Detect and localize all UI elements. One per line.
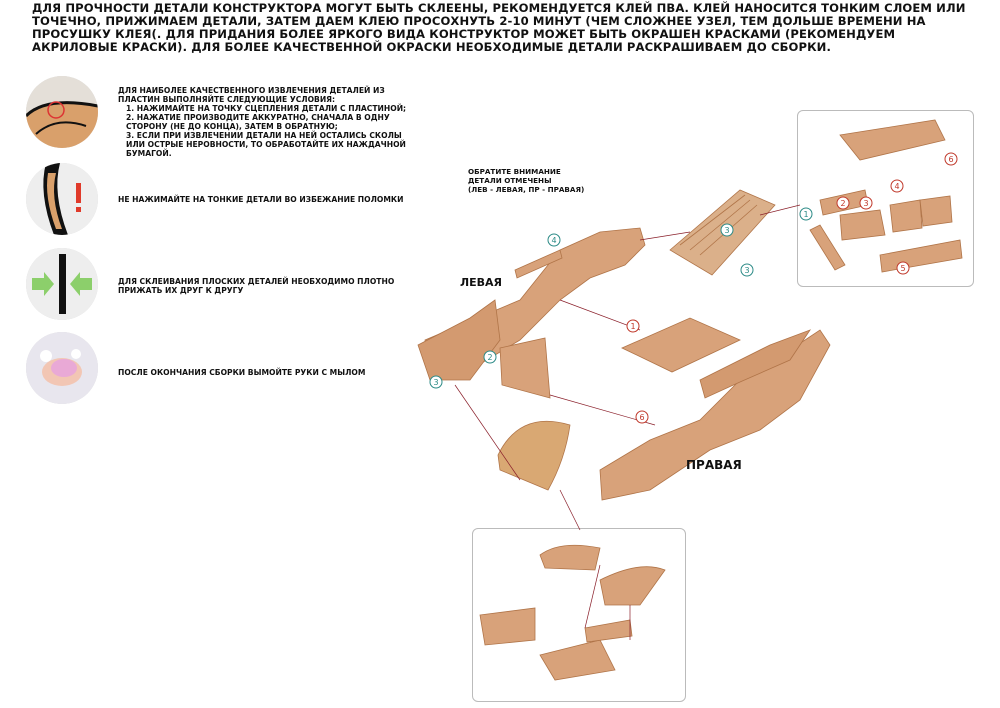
callout-3b	[741, 264, 753, 276]
svg-text:3: 3	[724, 226, 730, 235]
svg-text:4: 4	[551, 236, 557, 245]
callout-3	[721, 224, 733, 236]
svg-text:4: 4	[894, 182, 900, 191]
svg-text:3: 3	[433, 378, 439, 387]
tip-detach-intro: ДЛЯ НАИБОЛЕЕ КАЧЕСТВЕННОГО ИЗВЛЕЧЕНИЯ ДЕТАЛЕЙ ИЗ ПЛАСТИН ВЫПОЛНЯЙТЕ СЛЕДУЮЩИЕ УСЛОВИЯ:	[118, 86, 385, 104]
tip-thin-parts-text: НЕ НАЖИМАЙТЕ НА ТОНКИЕ ДЕТАЛИ ВО ИЗБЕЖАНИЕ ПОЛОМКИ	[118, 195, 404, 204]
svg-text:6: 6	[948, 155, 954, 164]
svg-text:3: 3	[744, 266, 750, 275]
left-door-panel	[500, 338, 550, 398]
callout-5	[897, 262, 909, 274]
right-side-panel	[600, 330, 830, 500]
instruction-header: ДЛЯ ПРОЧНОСТИ ДЕТАЛИ КОНСТРУКТОРА МОГУТ БЫТЬ СКЛЕЕНЫ, РЕКОМЕНДУЕТСЯ КЛЕЙ ПВА. КЛЕЙ НАНОСИТСЯ ТОНКИМ СЛОЕМ ИЛИ ТОЧЕЧНО, ПРИЖИМАЕМ ДЕТАЛИ, ЗАТЕМ ДАЕМ КЛЕЮ ПРОСОХНУТЬ 2-10 МИНУТ (ЧЕМ СЛОЖНЕЕ УЗЕЛ, ТЕМ ДОЛЬШЕ ВРЕМЕНИ НА ПРОСУШКУ КЛЕЯ(. ДЛЯ ПРИДАНИЯ БОЛЕЕ ЯРКОГО ВИДА КОНСТРУКТОР МОЖЕТ БЫТЬ ОКРАШЕН КРАСКАМИ (РЕКОМЕНДУЕМ АКРИЛОВЫЕ КРАСКИ). ДЛЯ БОЛЕЕ КАЧЕСТВЕННОЙ ОКРАСКИ НЕОБХОДИМЫЕ ДЕТАЛИ РАСКРАШИВАЕМ ДО СБОРКИ.	[32, 1, 966, 54]
notice-line-2: ДЕТАЛИ ОТМЕЧЕНЫ	[468, 176, 552, 185]
tip-detach-step-3: 3. ЕСЛИ ПРИ ИЗВЛЕЧЕНИИ ДЕТАЛИ НА НЕЙ ОСТАЛИСЬ СКОЛЫ ИЛИ ОСТРЫЕ НЕРОВНОСТИ, ТО ОБРАБОТАЙТЕ ИХ НАЖДАЧНОЙ БУМАГОЙ.	[126, 131, 406, 158]
svg-text:3: 3	[863, 199, 869, 208]
svg-text:6: 6	[639, 413, 645, 422]
left-small-panel	[418, 300, 500, 380]
callout-1b	[627, 320, 639, 332]
hood-panel	[498, 421, 570, 490]
callout-2b	[837, 197, 849, 209]
callout-6	[636, 411, 648, 423]
callout-2	[484, 351, 496, 363]
svg-text:1: 1	[630, 322, 636, 331]
callout-1	[800, 208, 812, 220]
callout-6b	[945, 153, 957, 165]
floor-plate	[622, 318, 740, 372]
label-right: ПРАВАЯ	[686, 458, 742, 472]
tip-detach-step-2: 2. НАЖАТИЕ ПРОИЗВОДИТЕ АККУРАТНО, СНАЧАЛА В ОДНУ СТОРОНУ (НЕ ДО КОНЦА), ЗАТЕМ В ОБРАТНУЮ;	[126, 113, 390, 131]
tip-wash-text: ПОСЛЕ ОКОНЧАНИЯ СБОРКИ ВЫМОЙТЕ РУКИ С МЫЛОМ	[118, 368, 366, 377]
notice-line-3: (ЛЕВ - ЛЕВАЯ, ПР - ПРАВАЯ)	[468, 185, 585, 194]
svg-text:5: 5	[900, 264, 906, 273]
callout-4b	[891, 180, 903, 192]
notice-line-1: ОБРАТИТЕ ВНИМАНИЕ	[468, 167, 561, 176]
svg-text:2: 2	[840, 199, 846, 208]
tip-detach-step-1: 1. НАЖИМАЙТЕ НА ТОЧКУ СЦЕПЛЕНИЯ ДЕТАЛИ С ПЛАСТИНОЙ;	[126, 104, 407, 113]
svg-text:2: 2	[487, 353, 493, 362]
callout-3d	[860, 197, 872, 209]
callout-4	[548, 234, 560, 246]
svg-text:1: 1	[803, 210, 809, 219]
label-left: ЛЕВАЯ	[460, 276, 503, 289]
tip-press-text: ДЛЯ СКЛЕИВАНИЯ ПЛОСКИХ ДЕТАЛЕЙ НЕОБХОДИМО ПЛОТНО ПРИЖАТЬ ИХ ДРУГ К ДРУГУ	[118, 277, 395, 295]
callout-3c	[430, 376, 442, 388]
